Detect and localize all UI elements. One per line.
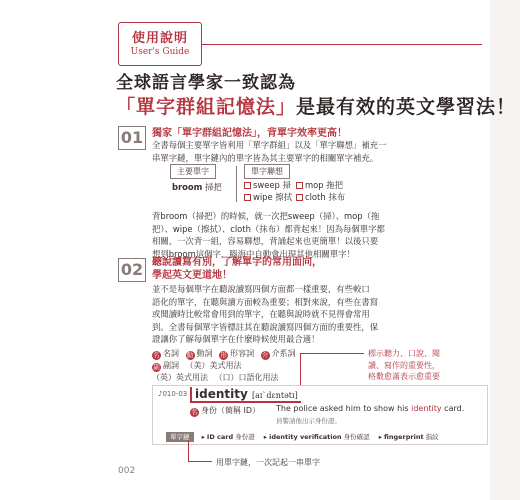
legend-row bbox=[152, 360, 242, 372]
assoc-word-zh: 抹布 bbox=[328, 192, 346, 202]
headline-highlight: 「單字群組記憶法」 bbox=[116, 96, 297, 118]
pos-mark-icon: 副 bbox=[153, 363, 160, 371]
chain-connector bbox=[188, 440, 212, 462]
headline-line-1: 全球語言學家一致認為 bbox=[116, 73, 296, 93]
legend-text: 英式用法 bbox=[176, 373, 208, 382]
section-number: 01 bbox=[118, 126, 146, 150]
assoc-word-zh: 拖把 bbox=[326, 180, 344, 190]
body-line: 證讓你了解每個單字在什麼時候使用最合適！ bbox=[152, 334, 320, 344]
legend-text: 副詞 bbox=[163, 361, 179, 370]
pos-mark-icon: 名 bbox=[153, 351, 160, 359]
note-line: 格數愈滿表示愈重要 bbox=[368, 372, 440, 381]
pos-mark-icon: 形 bbox=[220, 351, 227, 359]
chain-item: ▸ ID card 身份證 bbox=[201, 433, 255, 441]
chain-item-zh: 指紋 bbox=[425, 433, 439, 441]
chain-item-zh: 身份證 bbox=[235, 433, 255, 441]
note-connector bbox=[300, 353, 364, 385]
section-title-line: 聽說讀寫有別，了解單字的常用面向， bbox=[152, 257, 322, 268]
usage-mark: （口） bbox=[214, 373, 239, 382]
section-number: 02 bbox=[118, 258, 146, 282]
chain-item: ▸ identity verification 身份確認 bbox=[263, 433, 370, 441]
entry-word bbox=[190, 387, 301, 403]
assoc-word-zh: 擦拭 bbox=[275, 192, 293, 202]
chain-item-en: identity verification bbox=[269, 433, 342, 441]
body-line: 背broom（掃把）的時候，就一次把sweep（掃）、mop（拖 bbox=[152, 211, 380, 221]
main-word-en: broom bbox=[172, 182, 203, 192]
chain-item-zh: 身份確認 bbox=[343, 433, 370, 441]
body-line: 到。全書每個單字皆標註其在聽說讀寫四個方面的重要性，保 bbox=[152, 321, 379, 332]
legend-text: 美式用法 bbox=[209, 361, 242, 370]
body-line: 或閱讀時比較常會用到的單字，在聽與說時就不見得會常用 bbox=[152, 309, 370, 319]
checkbox-icon bbox=[244, 182, 251, 189]
pos-mark-icon: 名 bbox=[191, 408, 198, 416]
page-number: 002 bbox=[118, 466, 136, 476]
section-title: 獨家「單字群組記憶法」，背單字效率更高！ bbox=[152, 128, 347, 139]
legend-row bbox=[152, 372, 279, 384]
assoc-word-en: cloth bbox=[305, 192, 326, 202]
chain-item: ▸ fingerprint 指紋 bbox=[378, 433, 439, 441]
chain-note: 用單字鏈，一次記起一串單字 bbox=[216, 458, 320, 467]
assoc-word-en: mop bbox=[305, 180, 324, 190]
intro-line: 串單字鏈，單字鏈內的單字皆為其主要單字的相關單字補充。 bbox=[152, 152, 379, 163]
assoc-word-zh: 掃 bbox=[282, 180, 291, 190]
usage-mark: （美） bbox=[185, 361, 210, 370]
legend-text: 動詞 bbox=[196, 349, 213, 358]
pos-mark-icon: 動 bbox=[186, 351, 194, 359]
phonetic: [aɪˋdɛntətɪ] bbox=[251, 391, 298, 400]
entry-word-box bbox=[190, 387, 301, 403]
track-number: ♪010-03 bbox=[158, 390, 188, 398]
checkbox-icon bbox=[296, 194, 303, 201]
body-line: 相關，一次背一組，容易聯想，背誦起來也更簡單！以後只要 bbox=[152, 236, 379, 246]
section-body bbox=[152, 283, 488, 346]
legend-text: 名詞 bbox=[163, 349, 179, 358]
chain-item-en: ID card bbox=[206, 433, 234, 441]
legend-text: 介系詞 bbox=[271, 349, 296, 358]
body-line: 想到broom這個字，腦海中自動會出現其他相關單字！ bbox=[152, 248, 355, 259]
assoc-word bbox=[296, 179, 343, 191]
meaning-text: 身份（簡稱 ID） bbox=[201, 406, 261, 415]
chain-item-en: fingerprint bbox=[384, 433, 424, 441]
users-guide-badge bbox=[118, 22, 202, 66]
badge-subtitle: User's Guide bbox=[130, 47, 190, 57]
body-line: 把）、wipe（擦拭）、cloth（抹布）都背起來！因為每個單字都 bbox=[152, 223, 385, 234]
note-line: 標示聽力、口說、閱 bbox=[368, 349, 440, 358]
sentence-highlight: identity bbox=[411, 404, 442, 413]
group-divider bbox=[236, 166, 237, 202]
headline-rest: 是最有效的英文學習法！ bbox=[296, 96, 517, 118]
usage-mark: （英） bbox=[152, 373, 176, 382]
header-rule bbox=[202, 44, 482, 45]
intro-line: 全書每個主要單字皆利用「單字群組」以及「單字聯想」補充一 bbox=[152, 140, 387, 150]
body-line: 並不是每個單字在聽說讀寫四個方面都一樣重要，有些較口 bbox=[152, 284, 370, 294]
badge-title: 使用說明 bbox=[131, 31, 188, 46]
legend-text: 口語化用法 bbox=[238, 373, 279, 382]
chain-label: 單字鏈 bbox=[166, 432, 194, 442]
body-line: 語化的單字，在聽與讀方面較為重要；相對來說，有些在書寫 bbox=[152, 296, 379, 307]
main-word-tag: 主要單字 bbox=[170, 164, 216, 179]
legend-text: 形容詞 bbox=[230, 349, 255, 358]
pos-mark-icon: 介 bbox=[261, 351, 269, 359]
section-title bbox=[152, 256, 322, 282]
assoc-word bbox=[296, 191, 345, 203]
checkbox-icon bbox=[296, 182, 303, 189]
entry-meaning bbox=[190, 405, 260, 417]
assoc-word bbox=[244, 191, 292, 203]
assoc-word-en: wipe bbox=[253, 192, 273, 202]
sentence-text: card. bbox=[441, 404, 465, 413]
main-word bbox=[172, 181, 222, 193]
entry-word-text: identity bbox=[195, 387, 248, 401]
assoc-word bbox=[244, 179, 291, 191]
note-line: 讀、寫作的重要性， bbox=[368, 360, 440, 370]
headline-line-2 bbox=[116, 92, 516, 119]
section-title-line: 學起英文更道地！ bbox=[152, 270, 232, 281]
assoc-word-en: sweep bbox=[253, 180, 280, 190]
section-intro bbox=[152, 139, 488, 164]
importance-note bbox=[368, 348, 440, 383]
checkbox-icon bbox=[244, 194, 251, 201]
section-body bbox=[152, 210, 488, 260]
legend-row bbox=[152, 348, 296, 360]
association-tag: 單字聯想 bbox=[244, 164, 290, 179]
sentence-translation: 員警請他出示身份證。 bbox=[276, 417, 341, 425]
main-word-zh: 掃把 bbox=[205, 182, 222, 192]
sentence-text: The police asked him to show his bbox=[276, 404, 412, 413]
word-chain bbox=[166, 432, 484, 443]
example-sentence bbox=[276, 404, 464, 413]
page-margin bbox=[490, 0, 520, 500]
